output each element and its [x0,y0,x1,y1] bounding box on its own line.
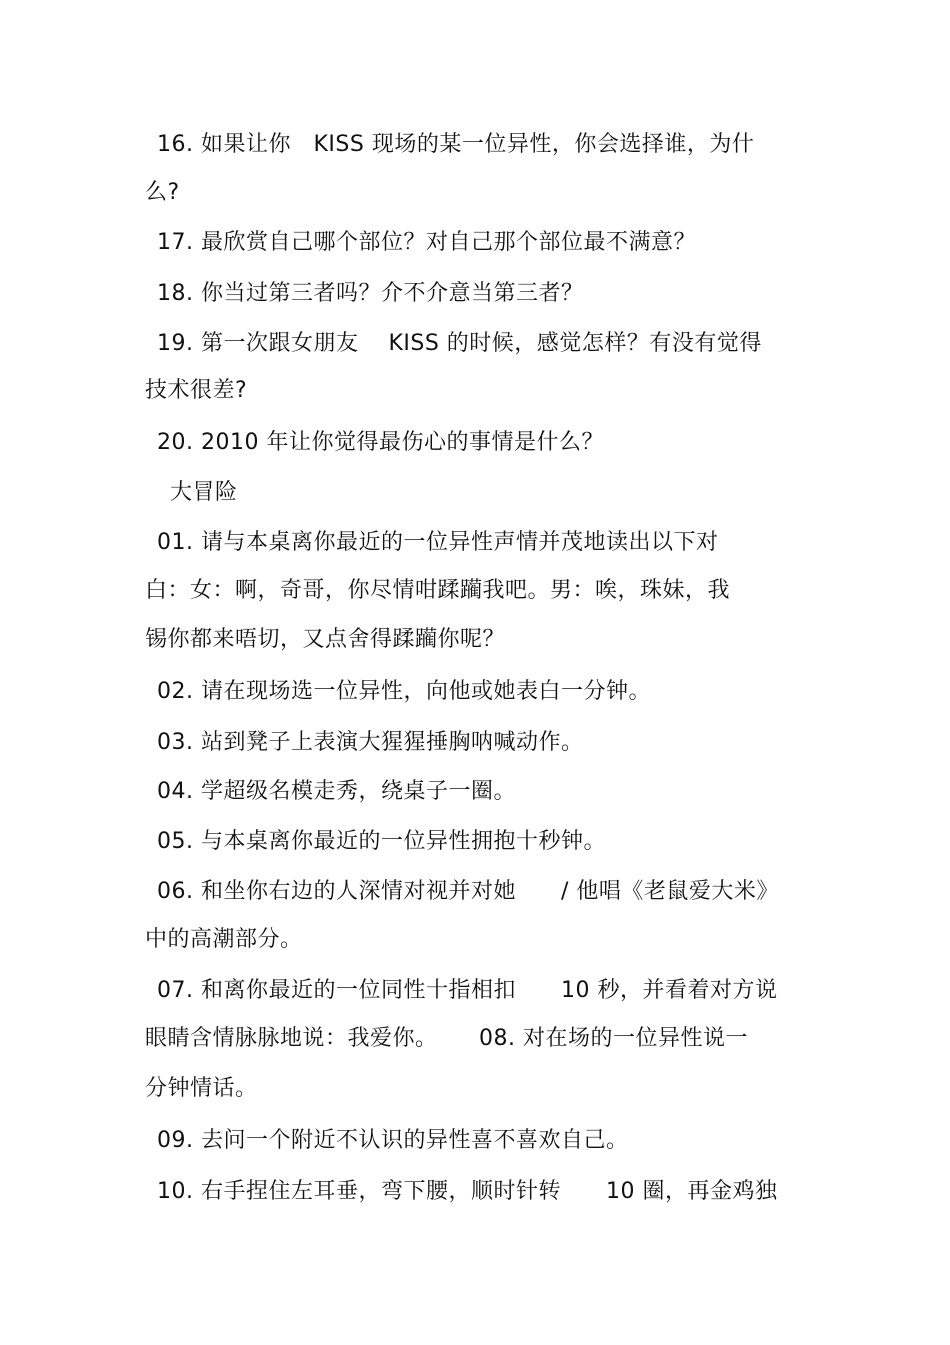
question-18: 18. 你当过第三者吗？介不介意当第三者？ [157,281,584,306]
dare-03: 03. 站到凳子上表演大猩猩捶胸呐喊动作。 [157,730,584,755]
dare-07-line-2: 眼睛含情脉脉地说：我爱你。 08. 对在场的一位异性说一 [145,1026,748,1051]
question-19-line-2: 技术很差? [145,378,248,403]
question-19-line-1: 19. 第一次跟女朋友 KISS 的时候，感觉怎样？有没有觉得 [157,331,762,356]
dare-08-line-2: 分钟情话。 [145,1076,258,1101]
question-20: 20. 2010 年让你觉得最伤心的事情是什么？ [157,430,604,455]
dare-07-line-1: 07. 和离你最近的一位同性十指相扣 10 秒，并看着对方说 [157,978,778,1003]
dare-06-line-1: 06. 和坐你右边的人深情对视并对她 / 他唱《老鼠爱大米》 [157,879,779,904]
dare-10-line-1: 10. 右手捏住左耳垂，弯下腰，顺时针转 10 圈，再金鸡独 [157,1179,778,1204]
section-heading: 大冒险 [170,480,238,505]
dare-02: 02. 请在现场选一位异性，向他或她表白一分钟。 [157,679,651,704]
dare-09: 09. 去问一个附近不认识的异性喜不喜欢自己。 [157,1128,629,1153]
dare-01-line-1: 01. 请与本桌离你最近的一位异性声情并茂地读出以下对 [157,530,719,555]
dare-01-line-2: 白：女：啊，奇哥，你尽情咁蹂躏我吧。男：唉，珠妹，我 [145,578,731,603]
dare-04: 04. 学超级名模走秀，绕桌子一圈。 [157,779,516,804]
question-16-line-2: 么? [145,180,180,205]
question-16-line-1: 16. 如果让你 KISS 现场的某一位异性，你会选择谁，为什 [157,132,755,157]
question-17: 17. 最欣赏自己哪个部位？对自己那个部位最不满意？ [157,230,696,255]
dare-06-line-2: 中的高潮部分。 [145,927,303,952]
dare-05: 05. 与本桌离你最近的一位异性拥抱十秒钟。 [157,829,606,854]
dare-01-line-3: 锡你都来唔切，又点舍得蹂躏你呢？ [145,627,506,652]
